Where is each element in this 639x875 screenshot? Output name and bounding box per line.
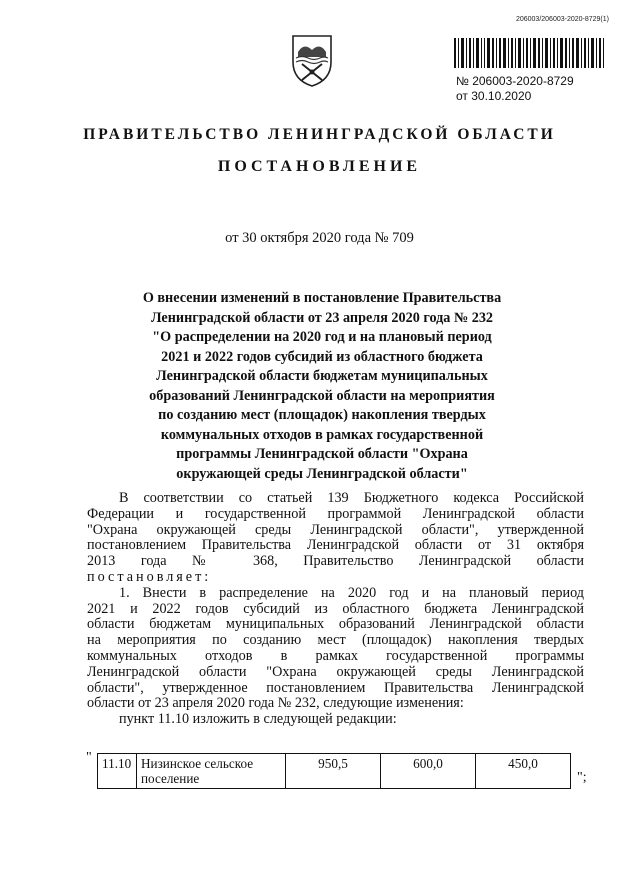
body-line: 1. Внести в распределение на 2020 год и на плановый период — [119, 584, 584, 601]
body-line: области от 23 апреля 2020 года № 232, следующие изменения: — [87, 695, 464, 712]
amendment-table — [97, 753, 571, 789]
subject-line: "О распределении на 2020 год и на плановый период — [152, 329, 492, 345]
value-2022: 450,0 — [476, 754, 571, 789]
subject-line: образований Ленинградской области на мероприятия — [149, 387, 495, 404]
body-line: "Охрана окружающей среды Ленинградской области", утвержденной — [87, 521, 584, 538]
row-number: 11.10 — [98, 754, 137, 789]
barcode-icon — [454, 38, 604, 68]
document-id: 206003/206003-2020-8729(1) — [515, 16, 609, 23]
subject-line: Ленинградской области от 23 апреля 2020 года № 232 — [150, 309, 494, 326]
close-quote: "; — [577, 770, 587, 785]
subject-line: программы Ленинградской области "Охрана — [176, 446, 468, 462]
body-line: области бюджетам муниципальных образований Ленинградской области — [87, 616, 584, 633]
subject-line: коммунальных отходов в рамках государственной — [160, 426, 484, 443]
body-line: на мероприятия по созданию мест (площадок) накопления твердых — [87, 632, 584, 649]
body-line: Ленинградской области "Охрана окружающей среды Ленинградской — [87, 663, 584, 680]
decree-body — [87, 491, 584, 728]
body-line: В соответствии со статьей 139 Бюджетного кодекса Российской — [119, 490, 584, 506]
body-line: 2013 года № 368, Правительство Ленинградской области — [87, 553, 584, 570]
body-line: коммунальных отходов в рамках государственной программы — [87, 647, 584, 664]
table-row — [98, 754, 571, 789]
municipality-name: Низинское сельское поселение — [137, 754, 286, 789]
open-quote: " — [86, 750, 92, 765]
government-title: ПРАВИТЕЛЬСТВО ЛЕНИНГРАДСКОЙ ОБЛАСТИ — [83, 126, 556, 143]
body-line: 2021 и 2022 годов субсидий из областного бюджета Ленинградской — [87, 600, 584, 617]
registration-number: № 206003-2020-8729 — [456, 74, 574, 88]
item-line: пункт 11.10 изложить в следующей редакции: — [119, 711, 397, 728]
subject-line: окружающей среды Ленинградской области" — [176, 465, 468, 482]
total-value: 950,5 — [286, 754, 381, 789]
registration-block — [456, 74, 574, 104]
resolves-word: постановляет: — [87, 568, 212, 585]
decree-title: ПОСТАНОВЛЕНИЕ — [217, 158, 422, 175]
subject-line: 2021 и 2022 годов субсидий из областного бюджета — [161, 348, 483, 365]
decree-date: от 30 октября 2020 года № 709 — [225, 230, 414, 246]
subject-line: Ленинградской области бюджетам муниципальных — [156, 368, 488, 384]
coat-of-arms-icon — [290, 32, 334, 88]
decree-subject — [112, 289, 532, 484]
body-line: области", утвержденное постановлением Правительства Ленинградской — [87, 679, 584, 696]
body-line: постановлением Правительства Ленинградской области от 31 октября — [87, 537, 584, 554]
subject-line: О внесении изменений в постановление Правительства — [142, 290, 502, 306]
registration-date: от 30.10.2020 — [456, 89, 532, 103]
value-2021: 600,0 — [381, 754, 476, 789]
subject-line: по созданию мест (площадок) накопления твердых — [158, 407, 486, 423]
body-line: Федерации и государственной программой Ленинградской области — [87, 505, 584, 522]
